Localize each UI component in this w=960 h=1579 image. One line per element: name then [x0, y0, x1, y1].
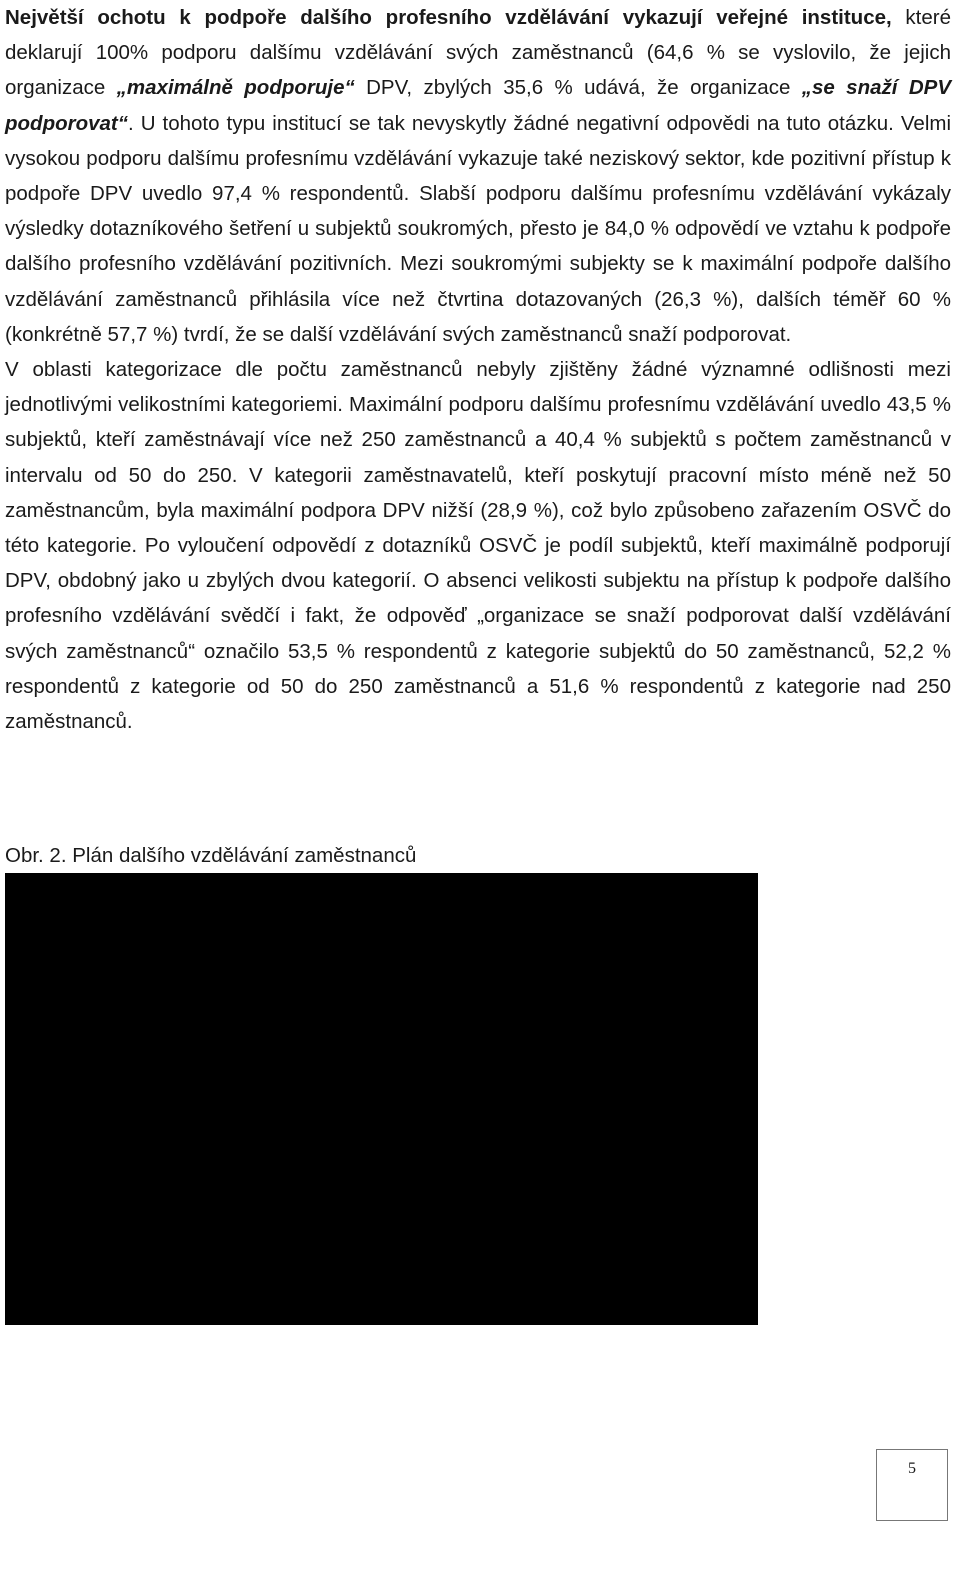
paragraph-1-part-b: DPV, zbylých 35,6 % udává, že organizace: [354, 76, 802, 100]
paragraph-1-part-c: . U tohoto typu institucí se tak nevyskytly žádné negativní odpovědi na tuto otázku. Velmi vysokou podporu dalšímu profesnímu vzdělávání vykazuje také neziskový sektor, kde pozitivní přístup k podpoře DPV uvedlo 97,4 % respondentů. Slabší podporu dalšímu profesnímu vzdělávání vykázaly výsledky dotazníkového šetření u subjektů soukromých, přesto je 84,0 % odpovědí ve vztahu k podpoře dalšího profesního vzdělávání pozitivních. Mezi soukromými subjekty se k maximální podpoře dalšího vzdělávání zaměstnanců přihlásila více než čtvrtina dotazovaných (26,3 %), dalších téměř 60 % (konkrétně 57,7 %) tvrdí, že se další vzdělávání svých zaměstnanců snaží podporovat.: [5, 111, 951, 346]
paragraph-2: V oblasti kategorizace dle počtu zaměstnanců nebyly zjištěny žádné významné odlišnosti mezi jednotlivými velikostními kategoriemi. Maximální podporu dalšímu profesnímu vzdělávání uvedlo 43,5 % subjektů, kteří zaměstnávají více než 250 zaměstnanců a 40,4 % subjektů s počtem zaměstnanců v intervalu od 50 do 250. V kategorii zaměstnavatelů, kteří poskytují pracovní místo méně než 50 zaměstnancům, byla maximální podpora DPV nižší (28,9 %), což bylo způsobeno zařazením OSVČ do této kategorie. Po vyloučení odpovědí z dotazníků OSVČ je podíl subjektů, kteří maximálně podporují DPV, obdobný jako u zbylých dvou kategorií. O absenci velikosti subjektu na přístup k podpoře dalšího profesního vzdělávání svědčí i fakt, že odpověď „organizace se snaží podporovat další vzdělávání svých zaměstnanců“ označilo 53,5 % respondentů z kategorie subjektů do 50 zaměstnanců, 52,2 % respondentů z kategorie od 50 do 250 zaměstnanců a 51,6 % respondentů z kategorie nad 250 zaměstnanců.: [5, 358, 951, 734]
quote-tries-to-support: „se snaží DPV podporovat“: [5, 76, 951, 135]
figure-image: [5, 873, 758, 1325]
figure-caption: Obr. 2. Plán dalšího vzdělávání zaměstnanců: [5, 844, 417, 867]
paragraph-1-lead: Největší ochotu k podpoře dalšího profesního vzdělávání vykazují veřejné instituce,: [5, 6, 892, 29]
paragraph-1-part-a: které deklarují 100% podporu dalšímu vzdělávání svých zaměstnanců (64,6 % se vyslovilo, že jejich organizace: [5, 6, 951, 100]
quote-maximally-supports: „maximálně podporuje“: [116, 76, 355, 100]
page-number-box: [876, 1449, 948, 1521]
page-number: 5: [908, 1460, 916, 1477]
body-text: [5, 0, 951, 739]
paragraph-1: [5, 0, 951, 352]
